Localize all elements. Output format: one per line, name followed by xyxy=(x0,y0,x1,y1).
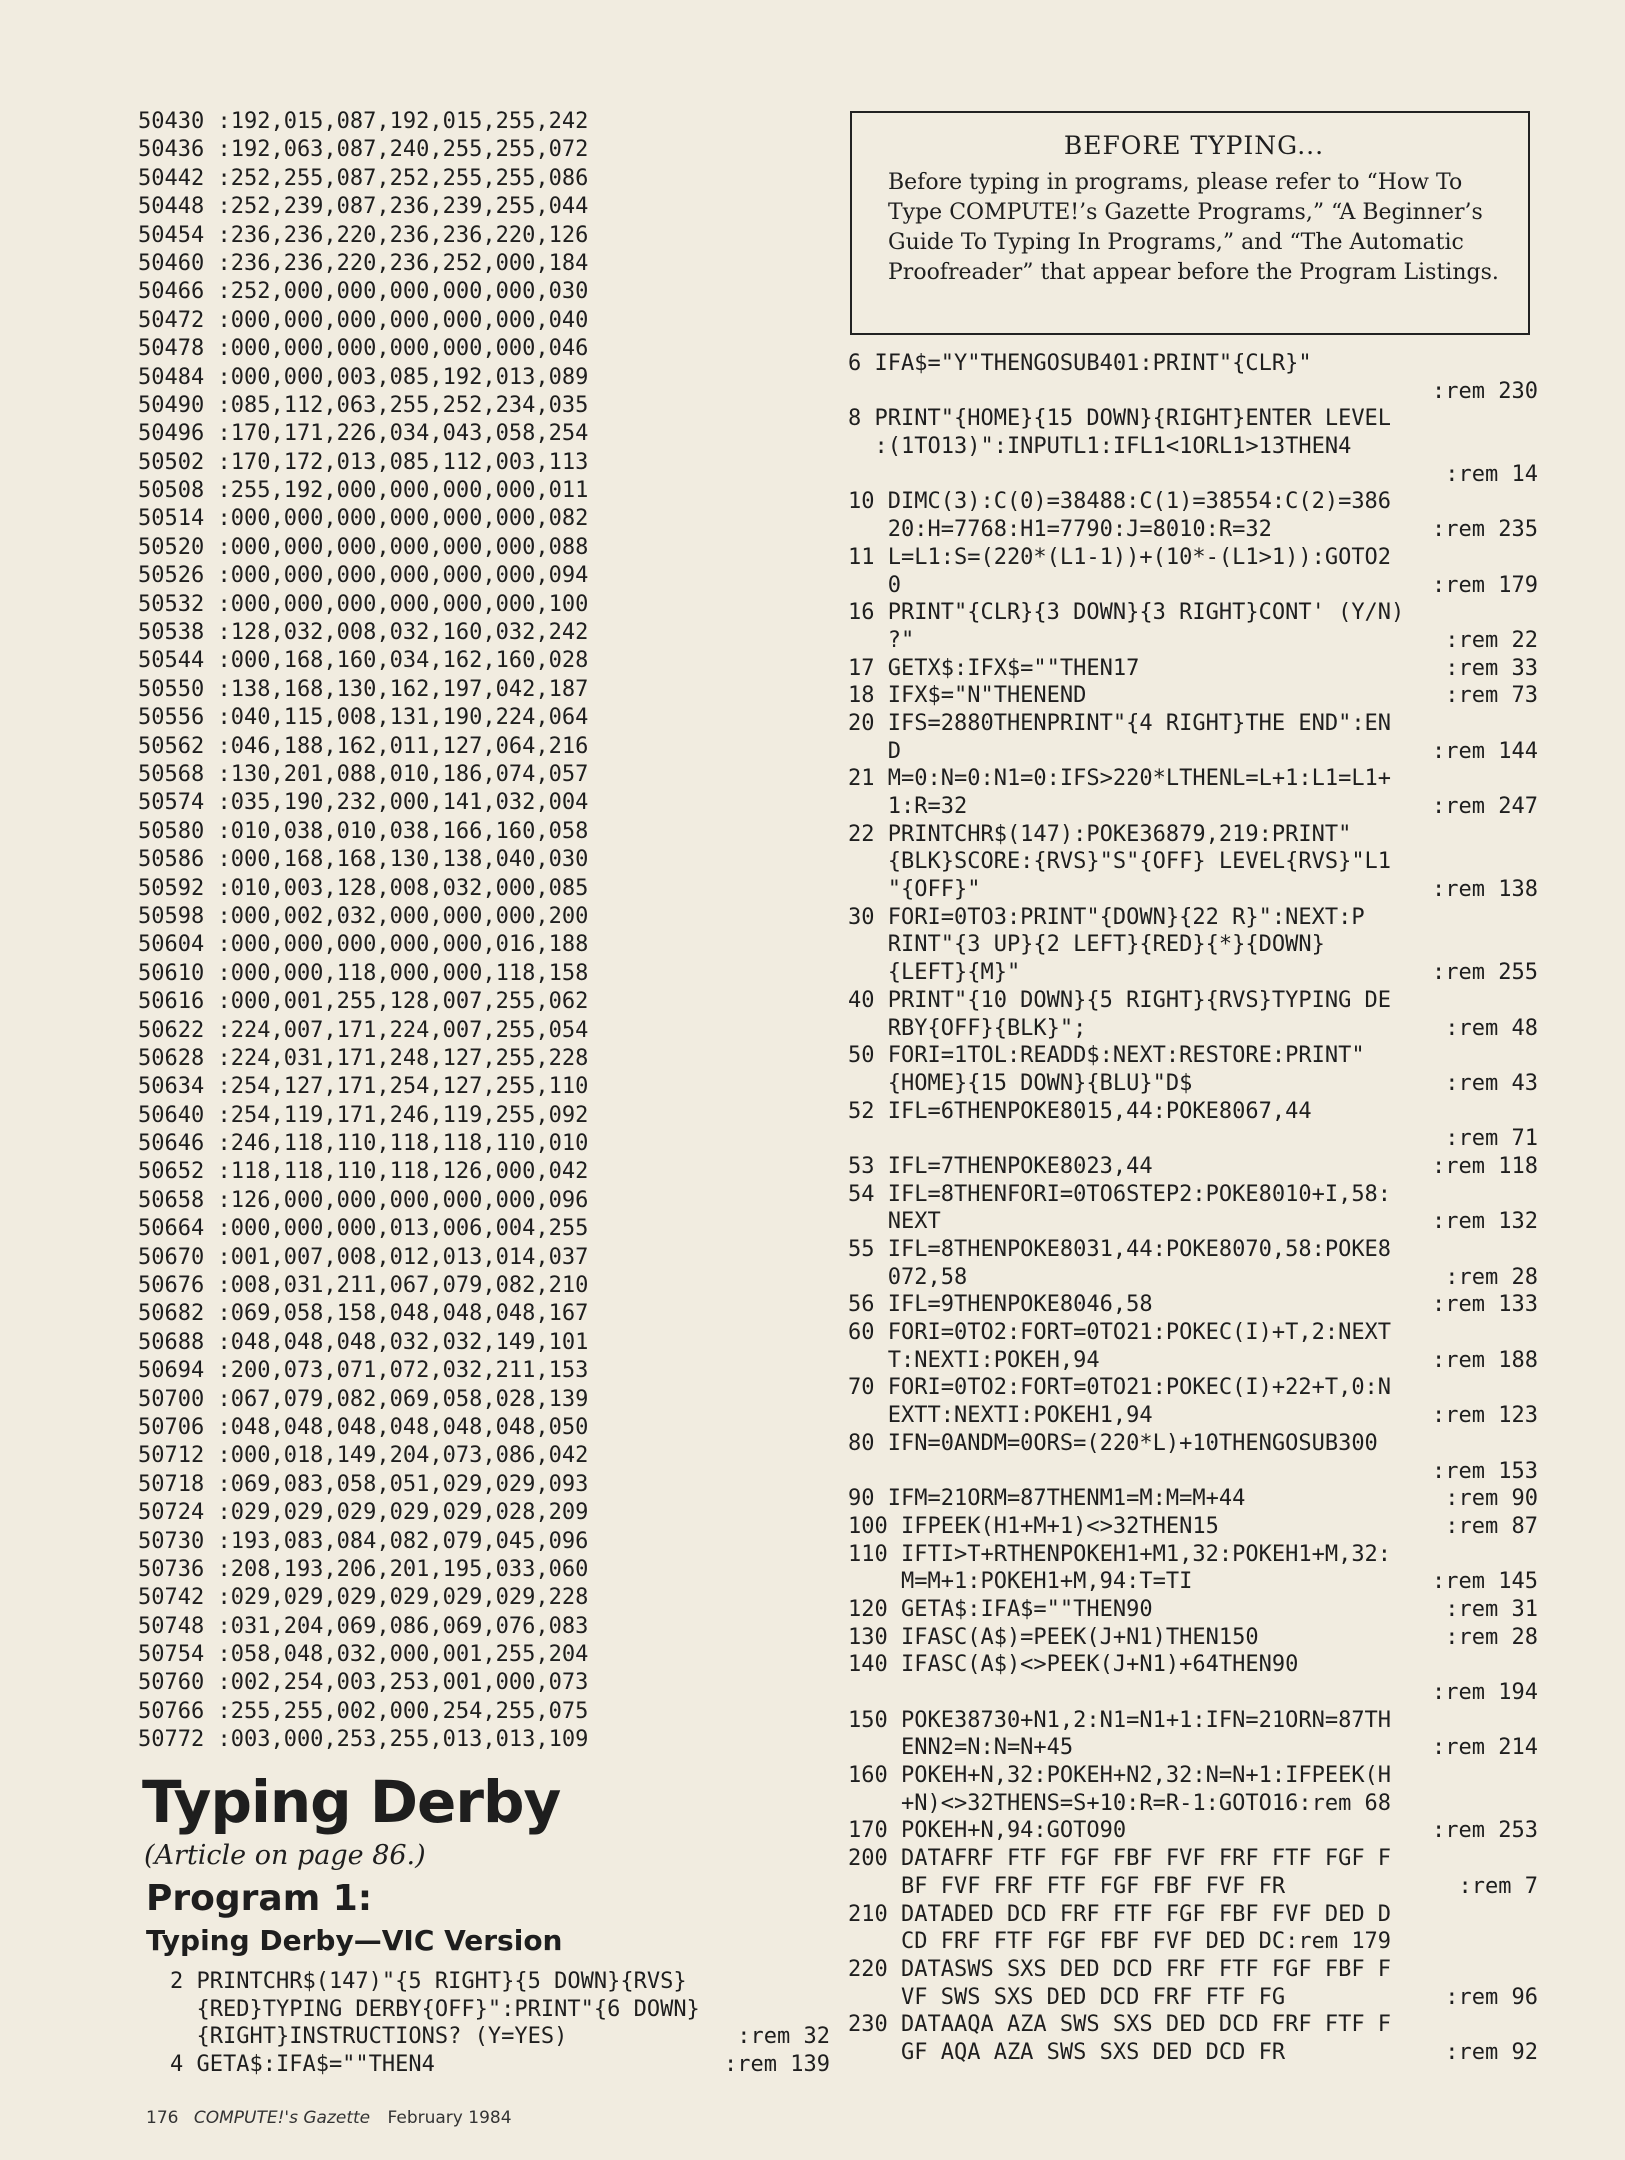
listing-code: 220 DATASWS SXS DED DCD FRF FTF FGF FBF F xyxy=(848,1956,1392,1982)
data-line: 50694 :200,073,071,072,032,211,153 xyxy=(138,1358,589,1384)
listing-line xyxy=(848,1347,1538,1375)
listing-line xyxy=(848,710,1538,738)
data-line: 50496 :170,171,226,034,043,058,254 xyxy=(138,421,589,447)
data-line: 50754 :058,048,032,000,001,255,204 xyxy=(138,1642,589,1668)
data-line: 50490 :085,112,063,255,252,234,035 xyxy=(138,392,589,418)
listing-checksum: :rem 73 xyxy=(1445,683,1538,709)
data-line: 50448 :252,239,087,236,239,255,044 xyxy=(138,194,589,220)
listing-checksum: :rem 123 xyxy=(1432,1403,1538,1429)
data-line: 50712 :000,018,149,204,073,086,042 xyxy=(138,1443,589,1469)
data-line: 50538 :128,032,008,032,160,032,242 xyxy=(138,620,589,646)
listing-code: 2 PRINTCHR$(147)"{5 RIGHT}{5 DOWN}{RVS} xyxy=(170,1969,687,1994)
listing-code: 40 PRINT"{10 DOWN}{5 RIGHT}{RVS}TYPING DE xyxy=(848,987,1392,1013)
left-program-listing xyxy=(170,1968,830,2078)
data-line: 50508 :255,192,000,000,000,000,011 xyxy=(138,478,589,504)
listing-code: 30 FORI=0TO3:PRINT"{DOWN}{22 R}":NEXT:P xyxy=(848,904,1365,930)
listing-line xyxy=(848,1873,1538,1901)
listing-line xyxy=(848,931,1538,959)
listing-line xyxy=(848,1901,1538,1929)
listing-code: 0 xyxy=(848,572,901,598)
data-line: 50730 :193,083,084,082,079,045,096 xyxy=(138,1528,589,1554)
article-page-note: (Article on page 86.) xyxy=(144,1840,426,1871)
listing-code: {RED}TYPING DERBY{OFF}":PRINT"{6 DOWN} xyxy=(170,1996,700,2022)
listing-checksum: :rem 90 xyxy=(1445,1486,1538,1512)
listing-line xyxy=(848,1098,1538,1126)
listing-line xyxy=(848,1707,1538,1735)
listing-line xyxy=(848,765,1538,793)
listing-line xyxy=(848,1236,1538,1264)
listing-line xyxy=(848,987,1538,1015)
listing-code: 110 IFTI>T+RTHENPOKEH1+M1,32:POKEH1+M,32: xyxy=(848,1541,1392,1567)
data-line: 50724 :029,029,029,029,029,028,209 xyxy=(138,1500,589,1526)
notice-title: BEFORE TYPING... xyxy=(1063,131,1325,160)
listing-line xyxy=(848,1125,1538,1153)
listing-code: 53 IFL=7THENPOKE8023,44 xyxy=(848,1153,1153,1179)
right-program-listing xyxy=(848,350,1538,2067)
listing-code: 230 DATAAQA AZA SWS SXS DED DCD FRF FTF F xyxy=(848,2012,1392,2038)
listing-line xyxy=(848,1291,1538,1319)
data-line: 50604 :000,000,000,000,000,016,188 xyxy=(138,932,589,958)
listing-checksum: :rem 139 xyxy=(724,2051,830,2077)
issue-date: February 1984 xyxy=(387,2108,512,2128)
listing-code: VF SWS SXS DED DCD FRF FTF FG xyxy=(848,1984,1286,2010)
listing-checksum: :rem 235 xyxy=(1432,517,1538,543)
listing-line xyxy=(848,599,1538,627)
data-line: 50520 :000,000,000,000,000,000,088 xyxy=(138,534,589,560)
data-line: 50700 :067,079,082,069,058,028,139 xyxy=(138,1386,589,1412)
listing-code: 100 IFPEEK(H1+M+1)<>32THEN15 xyxy=(848,1513,1219,1539)
listing-checksum: :rem 214 xyxy=(1432,1735,1538,1761)
listing-line xyxy=(848,572,1538,600)
listing-code: {LEFT}{M}" xyxy=(848,960,1021,986)
listing-code: 160 POKEH+N,32:POKEH+N2,32:N=N+1:IFPEEK(H xyxy=(848,1763,1392,1789)
listing-line xyxy=(848,682,1538,710)
data-line: 50748 :031,204,069,086,069,076,083 xyxy=(138,1613,589,1639)
listing-code: 072,58 xyxy=(848,1264,968,1290)
listing-line xyxy=(848,1402,1538,1430)
listing-line xyxy=(848,1956,1538,1984)
listing-checksum: :rem 138 xyxy=(1432,877,1538,903)
listing-checksum: :rem 144 xyxy=(1432,738,1538,764)
data-line: 50430 :192,015,087,192,015,255,242 xyxy=(138,109,589,134)
data-line: 50658 :126,000,000,000,000,000,096 xyxy=(138,1187,589,1213)
listing-line xyxy=(848,1181,1538,1209)
listing-code: :(1TO13)":INPUTL1:IFL1<1ORL1>13THEN4 xyxy=(848,434,1352,460)
listing-checksum: :rem 133 xyxy=(1432,1292,1538,1318)
listing-line xyxy=(848,793,1538,821)
listing-line xyxy=(848,1430,1538,1458)
listing-code: 54 IFL=8THENFORI=0TO6STEP2:POKE8010+I,58: xyxy=(848,1181,1392,1207)
listing-code: 4 GETA$:IFA$=""THEN4 xyxy=(170,2051,435,2077)
listing-line xyxy=(848,1762,1538,1790)
listing-checksum: :rem 31 xyxy=(1445,1596,1538,1622)
listing-code: 52 IFL=6THENPOKE8015,44:POKE8067,44 xyxy=(848,1098,1312,1124)
listing-code: 60 FORI=0TO2:FORT=0TO21:POKEC(I)+T,2:NEXT xyxy=(848,1320,1392,1346)
data-line: 50610 :000,000,118,000,000,118,158 xyxy=(138,960,589,986)
listing-line xyxy=(848,1208,1538,1236)
listing-checksum: :rem 22 xyxy=(1445,627,1538,653)
data-line: 50454 :236,236,220,236,236,220,126 xyxy=(138,222,589,248)
listing-code: 20:H=7768:H1=7790:J=8010:R=32 xyxy=(848,517,1272,543)
data-line: 50592 :010,003,128,008,032,000,085 xyxy=(138,875,589,901)
listing-line xyxy=(848,405,1538,433)
listing-line xyxy=(848,461,1538,489)
data-line: 50562 :046,188,162,011,127,064,216 xyxy=(138,733,589,759)
listing-line xyxy=(848,488,1538,516)
listing-line xyxy=(170,2051,830,2079)
listing-code: 55 IFL=8THENPOKE8031,44:POKE8070,58:POKE8 xyxy=(848,1237,1392,1262)
listing-code: T:NEXTI:POKEH,94 xyxy=(848,1347,1100,1373)
data-line: 50760 :002,254,003,253,001,000,073 xyxy=(138,1670,589,1696)
data-line: 50682 :069,058,158,048,048,048,167 xyxy=(138,1301,589,1327)
listing-code: RINT"{3 UP}{2 LEFT}{RED}{*}{DOWN} xyxy=(848,932,1325,958)
listing-code: 16 PRINT"{CLR}{3 DOWN}{3 RIGHT}CONT' (Y/N) xyxy=(848,600,1405,626)
listing-checksum: :rem 230 xyxy=(1432,378,1538,404)
listing-line xyxy=(848,1790,1538,1818)
listing-line xyxy=(848,655,1538,683)
listing-code: 210 DATADED DCD FRF FTF FGF FBF FVF DED D xyxy=(848,1901,1392,1927)
notice-body: Before typing in programs, please refer to “How To Type COMPUTE!’s Gazette Programs,” “A Beginner’s Guide To Typing In Programs,” and “The Automatic Proofreader” that appear before the Program Listings. xyxy=(888,170,1499,285)
listing-line xyxy=(848,1485,1538,1513)
listing-line xyxy=(848,544,1538,572)
listing-checksum: :rem 71 xyxy=(1445,1126,1538,1152)
listing-checksum: :rem 132 xyxy=(1432,1209,1538,1235)
data-line: 50514 :000,000,000,000,000,000,082 xyxy=(138,506,589,532)
data-line: 50478 :000,000,000,000,000,000,046 xyxy=(138,336,589,362)
data-line: 50646 :246,118,110,118,118,110,010 xyxy=(138,1131,589,1157)
listing-line xyxy=(848,1319,1538,1347)
listing-line xyxy=(848,1153,1538,1181)
listing-code: {HOME}{15 DOWN}{BLU}"D$ xyxy=(848,1070,1193,1096)
listing-code: ENN2=N:N=N+45 xyxy=(848,1735,1074,1761)
listing-checksum: :rem 253 xyxy=(1432,1818,1538,1844)
data-line: 50472 :000,000,000,000,000,000,040 xyxy=(138,307,589,333)
listing-code: {RIGHT}INSTRUCTIONS? (Y=YES) xyxy=(170,2024,568,2049)
listing-checksum: :rem 33 xyxy=(1445,655,1538,681)
listing-line xyxy=(848,627,1538,655)
listing-line xyxy=(848,1928,1538,1956)
data-line: 50466 :252,000,000,000,000,000,030 xyxy=(138,279,589,305)
listing-code: 17 GETX$:IFX$=""THEN17 xyxy=(848,655,1140,681)
listing-code: 200 DATAFRF FTF FGF FBF FVF FRF FTF FGF F xyxy=(848,1846,1392,1872)
data-line: 50628 :224,031,171,248,127,255,228 xyxy=(138,1045,589,1071)
data-line: 50532 :000,000,000,000,000,000,100 xyxy=(138,591,589,617)
listing-line xyxy=(848,1845,1538,1873)
listing-line xyxy=(848,876,1538,904)
listing-code: 130 IFASC(A$)=PEEK(J+N1)THEN150 xyxy=(848,1624,1259,1650)
listing-line xyxy=(848,1596,1538,1624)
before-typing-notice xyxy=(850,111,1530,335)
listing-checksum: :rem 7 xyxy=(1458,1873,1538,1899)
listing-code: RBY{OFF}{BLK}"; xyxy=(848,1015,1087,1041)
listing-code: 70 FORI=0TO2:FORT=0TO21:POKEC(I)+22+T,0:N xyxy=(848,1375,1392,1401)
listing-line xyxy=(848,959,1538,987)
data-line: 50634 :254,127,171,254,127,255,110 xyxy=(138,1074,589,1100)
listing-line xyxy=(848,433,1538,461)
listing-line xyxy=(170,1996,830,2024)
data-line: 50436 :192,063,087,240,255,255,072 xyxy=(138,137,589,163)
listing-code: EXTT:NEXTI:POKEH1,94 xyxy=(848,1403,1153,1429)
listing-checksum: :rem 32 xyxy=(737,2024,830,2049)
article-title: Typing Derby xyxy=(142,1768,561,1836)
data-line: 50460 :236,236,220,236,252,000,184 xyxy=(138,250,589,276)
data-line: 50442 :252,255,087,252,255,255,086 xyxy=(138,165,589,191)
listing-line xyxy=(848,1734,1538,1762)
listing-line xyxy=(848,738,1538,766)
listing-code: "{OFF}" xyxy=(848,877,981,903)
listing-code: 140 IFASC(A$)<>PEEK(J+N1)+64THEN90 xyxy=(848,1652,1299,1678)
listing-code: 50 FORI=1TOL:READD$:NEXT:RESTORE:PRINT" xyxy=(848,1043,1365,1069)
listing-checksum: :rem 28 xyxy=(1445,1264,1538,1290)
listing-code: 120 GETA$:IFA$=""THEN90 xyxy=(848,1596,1153,1622)
data-line: 50718 :069,083,058,051,029,029,093 xyxy=(138,1471,589,1497)
listing-code: 20 IFS=2880THENPRINT"{4 RIGHT}THE END":EN xyxy=(848,710,1392,736)
listing-code: 6 IFA$="Y"THENGOSUB401:PRINT"{CLR}" xyxy=(848,351,1312,376)
listing-line xyxy=(848,378,1538,406)
listing-line xyxy=(848,848,1538,876)
listing-line xyxy=(848,1070,1538,1098)
listing-line xyxy=(848,1679,1538,1707)
listing-line xyxy=(848,1984,1538,2012)
listing-code: 80 IFN=0ANDM=0ORS=(220*L)+10THENGOSUB300 xyxy=(848,1430,1378,1456)
listing-checksum: :rem 118 xyxy=(1432,1153,1538,1179)
listing-line xyxy=(848,2011,1538,2039)
listing-checksum: :rem 247 xyxy=(1432,794,1538,819)
listing-line xyxy=(848,350,1538,378)
program-subheading: Typing Derby—VIC Version xyxy=(146,1924,563,1957)
listing-line xyxy=(848,2039,1538,2067)
listing-code: 56 IFL=9THENPOKE8046,58 xyxy=(848,1292,1153,1318)
data-line: 50664 :000,000,000,013,006,004,255 xyxy=(138,1216,589,1242)
listing-line xyxy=(848,1651,1538,1679)
listing-code: 21 M=0:N=0:N1=0:IFS>220*LTHENL=L+1:L1=L1+ xyxy=(848,766,1392,792)
listing-code: CD FRF FTF FGF FBF FVF DED DC:rem 179 xyxy=(848,1929,1392,1955)
listing-code: BF FVF FRF FTF FGF FBF FVF FR xyxy=(848,1873,1286,1899)
listing-line xyxy=(170,2023,830,2051)
data-line: 50772 :003,000,253,255,013,013,109 xyxy=(138,1727,589,1753)
listing-checksum: :rem 194 xyxy=(1432,1680,1538,1705)
listing-checksum: :rem 153 xyxy=(1432,1458,1538,1484)
page-footer xyxy=(146,2108,512,2128)
listing-line xyxy=(170,1968,830,1996)
listing-line xyxy=(848,1817,1538,1845)
listing-checksum: :rem 28 xyxy=(1445,1624,1538,1650)
listing-checksum: :rem 96 xyxy=(1445,1984,1538,2010)
data-line: 50526 :000,000,000,000,000,000,094 xyxy=(138,563,589,589)
listing-line xyxy=(848,904,1538,932)
listing-code: 22 PRINTCHR$(147):POKE36879,219:PRINT" xyxy=(848,821,1352,847)
listing-code: GF AQA AZA SWS SXS DED DCD FR xyxy=(848,2039,1286,2065)
data-line: 50736 :208,193,206,201,195,033,060 xyxy=(138,1556,589,1582)
data-line: 50742 :029,029,029,029,029,029,228 xyxy=(138,1585,589,1611)
listing-code: 150 POKE38730+N1,2:N1=N1+1:IFN=21ORN=87TH xyxy=(848,1707,1392,1733)
listing-checksum: :rem 255 xyxy=(1432,960,1538,986)
data-line: 50556 :040,115,008,131,190,224,064 xyxy=(138,705,589,731)
data-line: 50550 :138,168,130,162,197,042,187 xyxy=(138,676,589,702)
data-line: 50568 :130,201,088,010,186,074,057 xyxy=(138,761,589,787)
listing-code: +N)<>32THENS=S+10:R=R-1:GOTO16:rem 68 xyxy=(848,1790,1392,1816)
listing-checksum: :rem 48 xyxy=(1445,1015,1538,1041)
data-line: 50586 :000,168,168,130,138,040,030 xyxy=(138,847,589,873)
listing-checksum: :rem 14 xyxy=(1445,461,1538,487)
listing-checksum: :rem 87 xyxy=(1445,1513,1538,1539)
listing-checksum: :rem 145 xyxy=(1432,1569,1538,1595)
listing-code: D xyxy=(848,738,901,764)
listing-line xyxy=(848,1568,1538,1596)
magazine-name: COMPUTE!'s Gazette xyxy=(193,2108,371,2128)
data-line: 50598 :000,002,032,000,000,000,200 xyxy=(138,903,589,929)
listing-checksum: :rem 92 xyxy=(1445,2039,1538,2065)
listing-code: 18 IFX$="N"THENEND xyxy=(848,683,1087,709)
data-line: 50688 :048,048,048,032,032,149,101 xyxy=(138,1329,589,1355)
page-number: 176 xyxy=(146,2108,179,2128)
data-line: 50502 :170,172,013,085,112,003,113 xyxy=(138,449,589,475)
data-line: 50622 :224,007,171,224,007,255,054 xyxy=(138,1017,589,1043)
data-line: 50766 :255,255,002,000,254,255,075 xyxy=(138,1698,589,1724)
listing-code: M=M+1:POKEH1+M,94:T=TI xyxy=(848,1569,1193,1595)
data-line: 50640 :254,119,171,246,119,255,092 xyxy=(138,1102,589,1128)
listing-checksum: :rem 179 xyxy=(1432,572,1538,598)
listing-code: 90 IFM=21ORM=87THENM1=M:M=M+44 xyxy=(848,1486,1246,1512)
data-line: 50670 :001,007,008,012,013,014,037 xyxy=(138,1244,589,1270)
data-line: 50706 :048,048,048,048,048,048,050 xyxy=(138,1414,589,1440)
listing-code: 11 L=L1:S=(220*(L1-1))+(10*-(L1>1)):GOTO2 xyxy=(848,544,1392,570)
listing-line xyxy=(848,1264,1538,1292)
data-line: 50616 :000,001,255,128,007,255,062 xyxy=(138,989,589,1015)
listing-line xyxy=(848,1042,1538,1070)
listing-line xyxy=(848,1541,1538,1569)
listing-line xyxy=(848,1458,1538,1486)
listing-line xyxy=(848,1015,1538,1043)
data-line: 50580 :010,038,010,038,166,160,058 xyxy=(138,818,589,844)
data-line: 50544 :000,168,160,034,162,160,028 xyxy=(138,648,589,674)
listing-code: {BLK}SCORE:{RVS}"S"{OFF} LEVEL{RVS}"L1 xyxy=(848,849,1392,875)
data-line: 50484 :000,000,003,085,192,013,089 xyxy=(138,364,589,390)
listing-code: NEXT xyxy=(848,1209,941,1235)
listing-line xyxy=(848,821,1538,849)
listing-code: 170 POKEH+N,94:GOTO90 xyxy=(848,1818,1127,1844)
listing-code: 8 PRINT"{HOME}{15 DOWN}{RIGHT}ENTER LEVEL xyxy=(848,406,1392,432)
listing-line xyxy=(848,1513,1538,1541)
listing-code: 1:R=32 xyxy=(848,794,968,819)
program-heading: Program 1: xyxy=(146,1878,373,1919)
listing-line xyxy=(848,1374,1538,1402)
listing-line xyxy=(848,516,1538,544)
listing-code: 10 DIMC(3):C(0)=38488:C(1)=38554:C(2)=386 xyxy=(848,489,1392,515)
listing-code: ?" xyxy=(848,627,915,653)
data-line: 50652 :118,118,110,118,126,000,042 xyxy=(138,1159,589,1185)
data-line: 50574 :035,190,232,000,141,032,004 xyxy=(138,790,589,816)
listing-line xyxy=(848,1624,1538,1652)
data-line: 50676 :008,031,211,067,079,082,210 xyxy=(138,1273,589,1299)
listing-checksum: :rem 43 xyxy=(1445,1070,1538,1096)
listing-checksum: :rem 188 xyxy=(1432,1347,1538,1373)
data-statement-list xyxy=(138,108,588,1755)
